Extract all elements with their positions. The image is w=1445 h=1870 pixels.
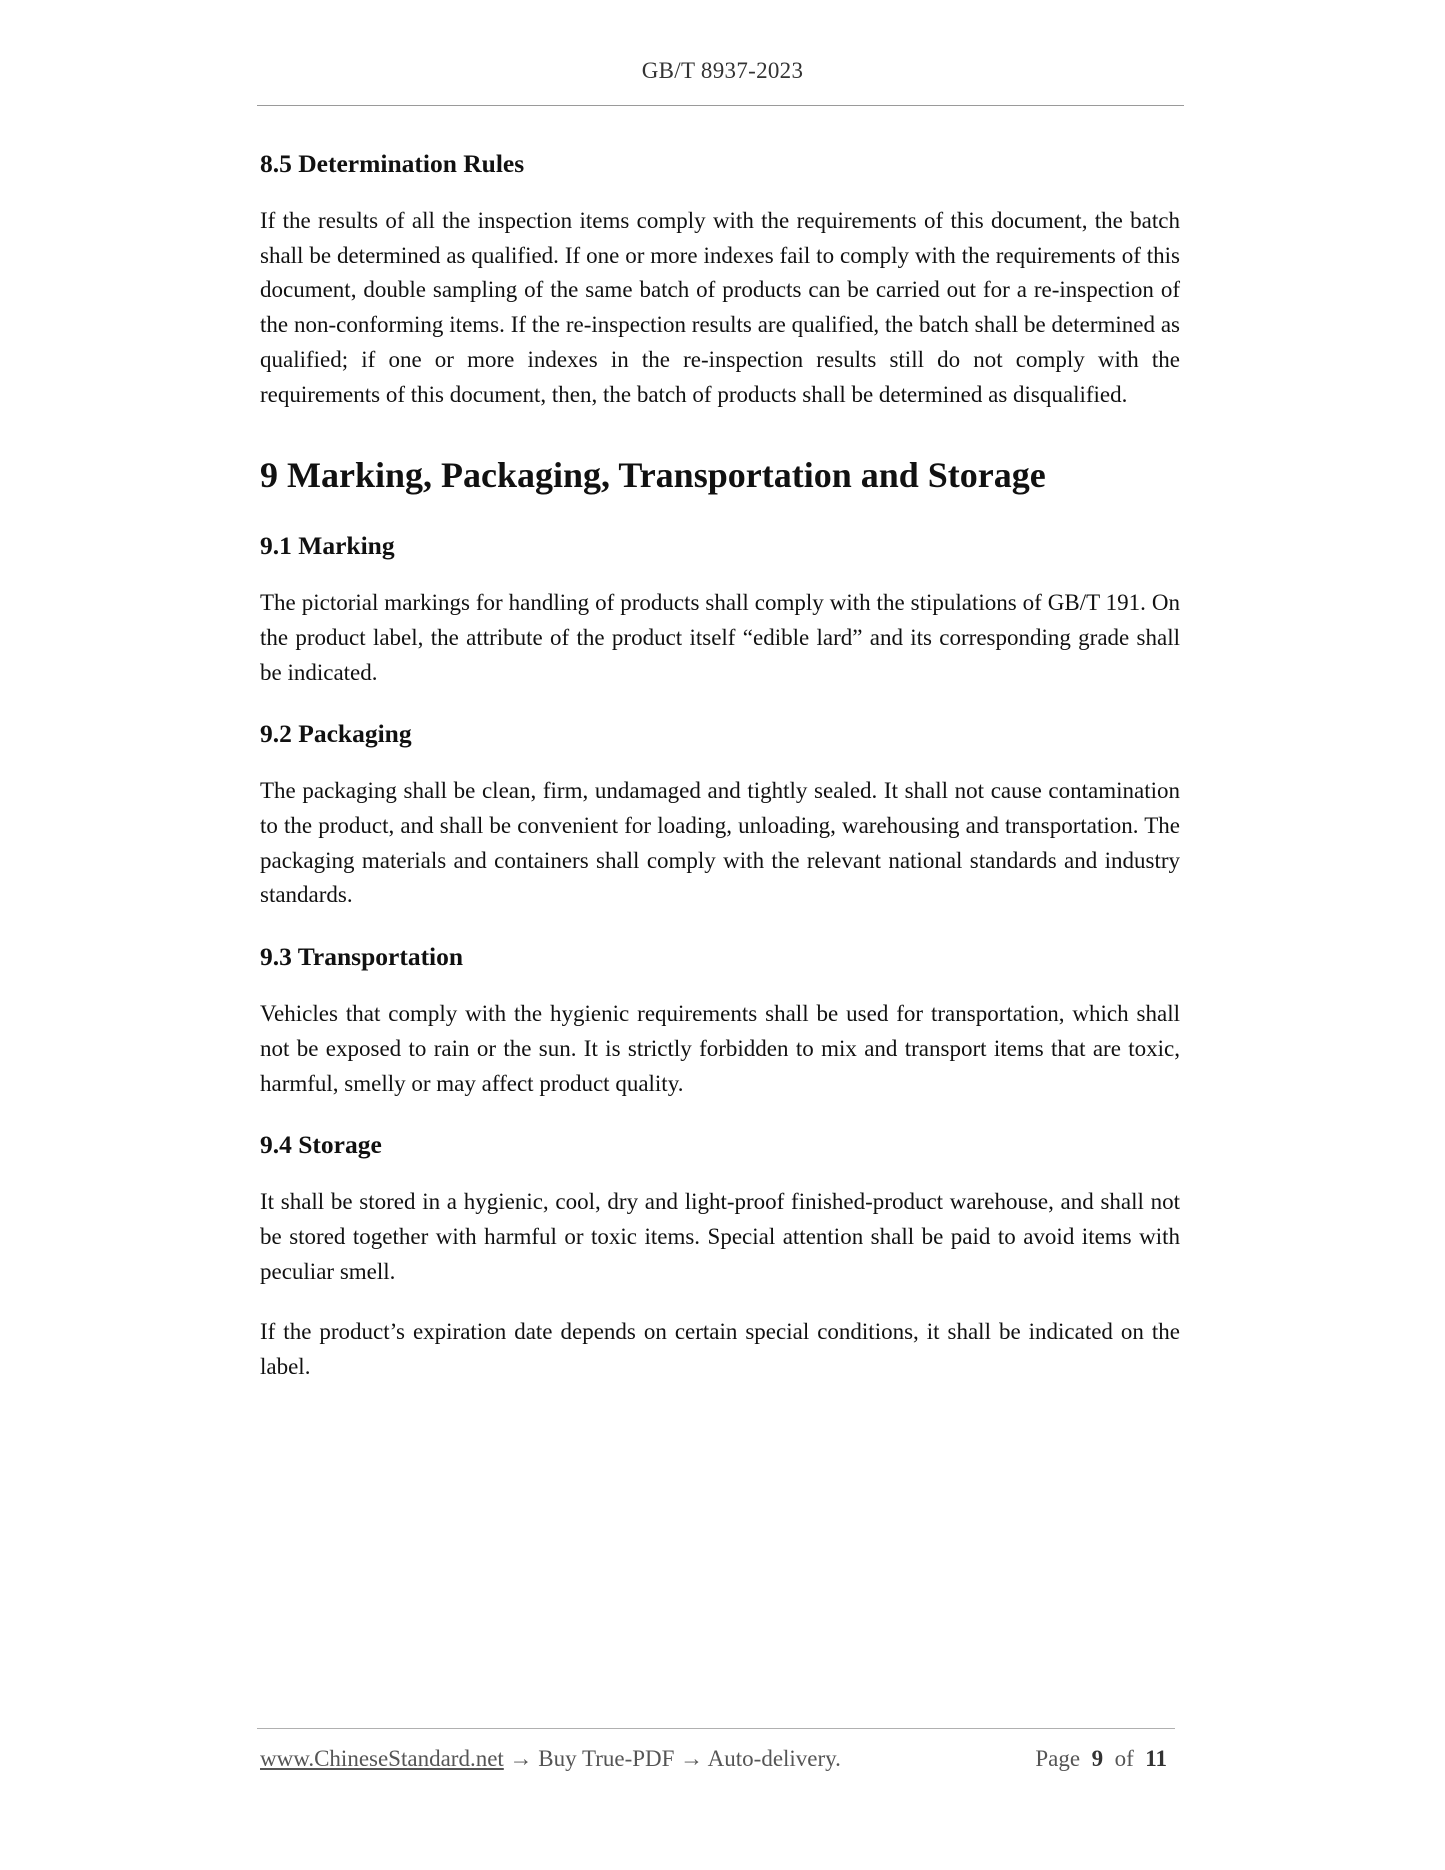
section-9-3-paragraph: Vehicles that comply with the hygienic requirements shall be used for transportation, which shall not be exposed to rain or the sun. It is strictly forbidden to mix and transport items that are toxic, harmful, smelly or may affect product quality. <box>260 1001 1180 1096</box>
section-9-1-paragraph: The pictorial markings for handling of products shall comply with the stipulations of GB/T 191. On the product label, the attribute of the product itself “edible lard” and its corresponding grade shall be indicated. <box>260 590 1180 685</box>
header-divider <box>257 105 1184 106</box>
page-total: 11 <box>1145 1746 1167 1771</box>
section-9-heading: 9 Marking, Packaging, Transportation and Storage <box>260 455 1046 496</box>
page-footer <box>260 1746 1175 1778</box>
document-body <box>260 146 1180 1385</box>
section-9-3-heading: 9.3 Transportation <box>260 942 464 972</box>
page-label: Page <box>1035 1746 1081 1771</box>
page-number <box>1035 1746 1167 1772</box>
page-current: 9 <box>1091 1746 1104 1771</box>
site-link[interactable]: www.ChineseStandard.net <box>260 1746 504 1771</box>
section-9-4-paragraph-2: If the product’s expiration date depends on certain special conditions, it shall be indicated on the label. <box>260 1319 1180 1380</box>
footer-promo-text: → Buy True-PDF → Auto-delivery. <box>503 1746 841 1771</box>
running-header: GB/T 8937-2023 <box>641 58 804 83</box>
section-8-5-paragraph: If the results of all the inspection items comply with the requirements of this document, the batch shall be determined as qualified. If one or more indexes fail to comply with the requirements of this document, double sampling of the same batch of products can be carried out for a re-inspection of the non-conforming items. If the re-inspection results are qualified, the batch shall be determined as qualified; if one or more indexes in the re-inspection results still do not comply with the requirements of this document, then, the batch of products shall be determined as disqualified. <box>260 208 1180 407</box>
section-9-1-heading: 9.1 Marking <box>260 531 395 561</box>
section-9-4-paragraph-1: It shall be stored in a hygienic, cool, dry and light-proof finished-product warehouse, and shall not be stored together with harmful or toxic items. Special attention shall be paid to avoid items with peculiar smell. <box>260 1189 1180 1284</box>
section-9-2-heading: 9.2 Packaging <box>260 719 412 749</box>
section-9-2-paragraph: The packaging shall be clean, firm, undamaged and tightly sealed. It shall not cause contamination to the product, and shall be convenient for loading, unloading, warehousing and transportation. The packaging materials and containers shall comply with the relevant national standards and industry standards. <box>260 778 1180 908</box>
footer-promo <box>260 1746 841 1772</box>
section-9-4-heading: 9.4 Storage <box>260 1130 382 1160</box>
page-of: of <box>1114 1746 1134 1771</box>
footer-divider <box>257 1728 1175 1729</box>
section-8-5-heading: 8.5 Determination Rules <box>260 149 525 178</box>
